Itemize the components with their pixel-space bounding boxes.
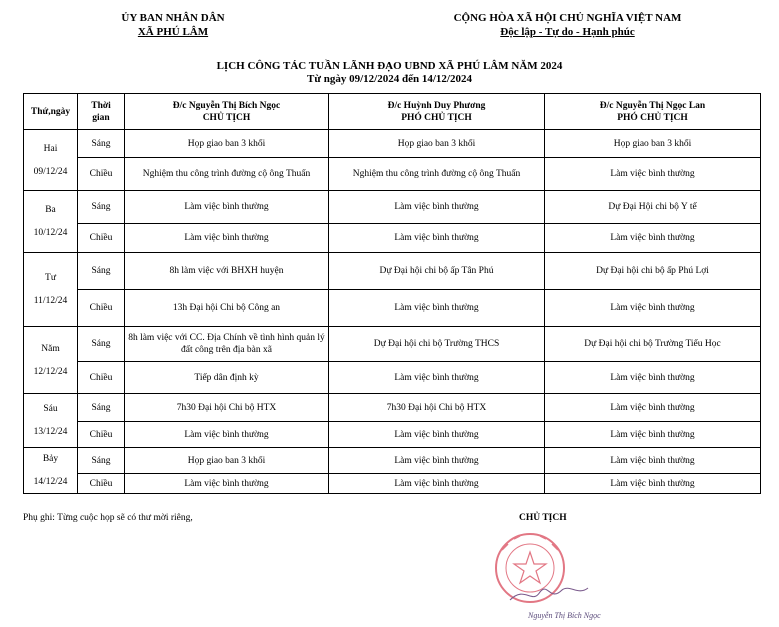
task-cell: Họp giao ban 3 khối (545, 130, 761, 158)
task-cell: 13h Đại hội Chi bộ Công an (125, 290, 329, 327)
task-cell: Làm việc bình thường (545, 158, 761, 191)
task-cell: Làm việc bình thường (125, 474, 329, 494)
footer-note: Phụ ghi: Từng cuộc họp sẽ có thư mời riêng, (23, 513, 193, 523)
nation-line-1: CỘNG HÒA XÃ HỘI CHỦ NGHĨA VIỆT NAM (453, 12, 682, 24)
schedule-table (23, 93, 761, 494)
task-cell: Làm việc bình thường (329, 448, 545, 474)
task-cell: Làm việc bình thường (545, 224, 761, 253)
col-header-time: Thời gian (78, 94, 125, 130)
task-cell: 8h làm việc với BHXH huyện (125, 253, 329, 290)
signer-title: CHỦ TỊCH (519, 513, 567, 523)
agency-line-1: ỦY BAN NHÂN DÂN (121, 12, 225, 24)
official-stamp-and-signature (470, 530, 620, 622)
time-cell: Sáng (78, 253, 125, 290)
time-cell: Sáng (78, 394, 125, 422)
task-cell: 7h30 Đại hội Chi bộ HTX (125, 394, 329, 422)
task-cell: Làm việc bình thường (329, 474, 545, 494)
time-cell: Sáng (78, 130, 125, 158)
nation-header (395, 11, 740, 39)
table-row (24, 290, 761, 327)
table-row (24, 448, 761, 474)
col-header-leader-1: Đ/c Nguyễn Thị Bích Ngọc CHỦ TỊCH (125, 94, 329, 130)
table-row (24, 158, 761, 191)
table-row (24, 253, 761, 290)
task-cell: Họp giao ban 3 khối (329, 130, 545, 158)
time-cell: Sáng (78, 327, 125, 362)
task-cell: Tiếp dân định kỳ (125, 362, 329, 394)
day-cell: Tư 11/12/24 (24, 253, 78, 327)
time-cell: Chiều (78, 158, 125, 191)
task-cell: Làm việc bình thường (125, 422, 329, 448)
task-cell: Dự Đại hội chi bộ ấp Phú Lợi (545, 253, 761, 290)
task-cell: Họp giao ban 3 khối (125, 130, 329, 158)
agency-header (88, 11, 258, 39)
table-row (24, 191, 761, 224)
task-cell: Làm việc bình thường (329, 362, 545, 394)
task-cell: Làm việc bình thường (329, 224, 545, 253)
document-title: LỊCH CÔNG TÁC TUẦN LÃNH ĐẠO UBND XÃ PHÚ LÂM NĂM 2024 (216, 60, 563, 72)
task-cell: Làm việc bình thường (329, 290, 545, 327)
task-cell: Nghiệm thu công trình đường cộ ông Thuấn (125, 158, 329, 191)
time-cell: Chiều (78, 224, 125, 253)
stamp-seal (496, 534, 564, 602)
task-cell: Dự Đại hội chi bộ Trường THCS (329, 327, 545, 362)
col-header-day: Thứ,ngày (24, 94, 78, 130)
table-header-row (24, 94, 761, 130)
day-cell: Năm 12/12/24 (24, 327, 78, 394)
agency-line-2: XÃ PHÚ LÂM (137, 26, 209, 38)
table-row (24, 422, 761, 448)
time-cell: Chiều (78, 290, 125, 327)
col-header-leader-2: Đ/c Huỳnh Duy Phương PHÓ CHỦ TỊCH (329, 94, 545, 130)
table-row (24, 224, 761, 253)
task-cell: 8h làm việc với CC. Địa Chính về tình hình quản lý đất công trên địa bàn xã (125, 327, 329, 362)
time-cell: Sáng (78, 191, 125, 224)
signer-name: Nguyễn Thị Bích Ngọc (528, 611, 601, 620)
day-cell: Hai 09/12/24 (24, 130, 78, 191)
day-cell: Bảy 14/12/24 (24, 448, 78, 494)
nation-line-2: Độc lập - Tự do - Hạnh phúc (500, 26, 635, 38)
task-cell: Làm việc bình thường (545, 422, 761, 448)
time-cell: Chiều (78, 362, 125, 394)
task-cell: Dự Đại hội chi bộ ấp Tân Phú (329, 253, 545, 290)
table-row (24, 394, 761, 422)
handwritten-signature (510, 588, 588, 600)
time-cell: Chiều (78, 422, 125, 448)
task-cell: Nghiệm thu công trình đường cộ ông Thuấn (329, 158, 545, 191)
task-cell: 7h30 Đại hội Chi bộ HTX (329, 394, 545, 422)
table-row (24, 130, 761, 158)
task-cell: Làm việc bình thường (329, 191, 545, 224)
task-cell: Dự Đại Hội chi bộ Y tế (545, 191, 761, 224)
task-cell: Làm việc bình thường (545, 362, 761, 394)
task-cell: Làm việc bình thường (545, 448, 761, 474)
table-row (24, 327, 761, 362)
time-cell: Sáng (78, 448, 125, 474)
task-cell: Làm việc bình thường (125, 191, 329, 224)
document-subtitle: Từ ngày 09/12/2024 đến 14/12/2024 (307, 73, 472, 85)
task-cell: Làm việc bình thường (329, 422, 545, 448)
task-cell: Làm việc bình thường (545, 290, 761, 327)
day-cell: Ba 10/12/24 (24, 191, 78, 253)
table-row (24, 362, 761, 394)
task-cell: Họp giao ban 3 khối (125, 448, 329, 474)
table-row (24, 474, 761, 494)
document-title-block (0, 60, 779, 86)
task-cell: Làm việc bình thường (125, 224, 329, 253)
task-cell: Làm việc bình thường (545, 474, 761, 494)
day-cell: Sáu 13/12/24 (24, 394, 78, 448)
task-cell: Dự Đại hội chi bộ Trường Tiểu Học (545, 327, 761, 362)
time-cell: Chiều (78, 474, 125, 494)
col-header-leader-3: Đ/c Nguyễn Thị Ngọc Lan PHÓ CHỦ TỊCH (545, 94, 761, 130)
task-cell: Làm việc bình thường (545, 394, 761, 422)
